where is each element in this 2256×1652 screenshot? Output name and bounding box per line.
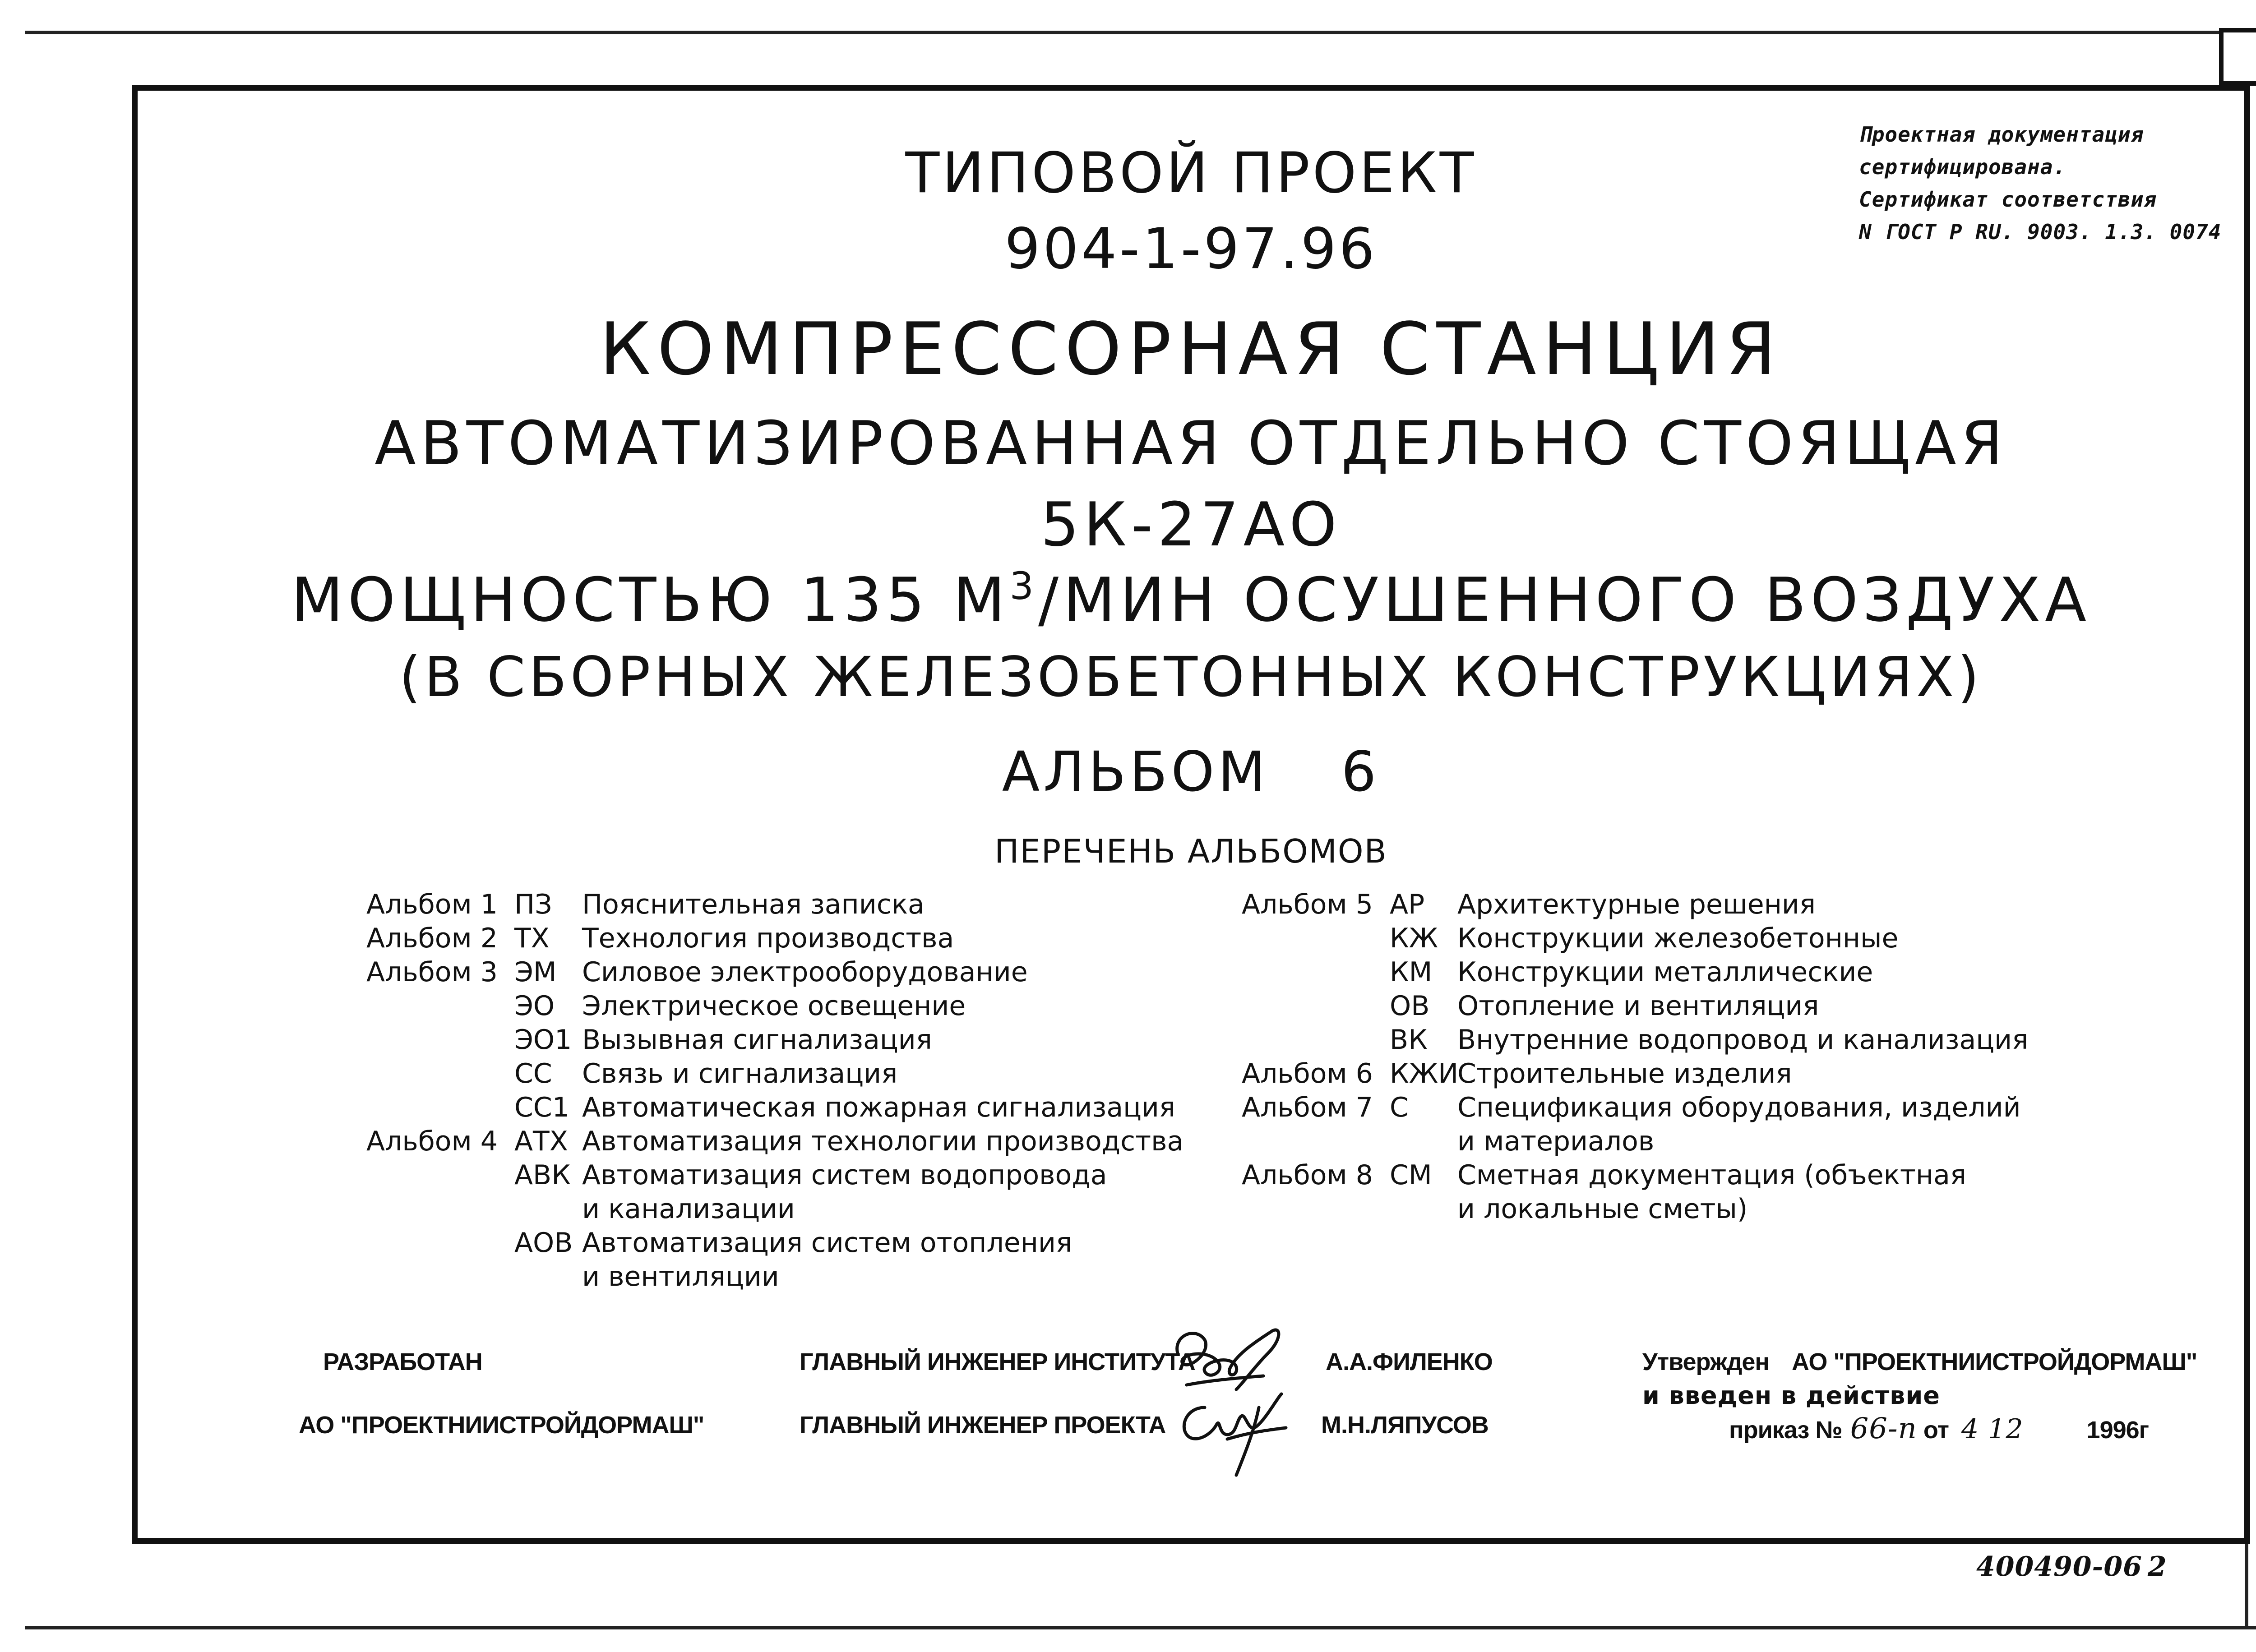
chief-engineer-institute-name: А.А.ФИЛЕНКО: [1326, 1348, 1493, 1375]
album-list-code: ТХ: [514, 923, 550, 954]
album-list-row: [1242, 1192, 2099, 1226]
album-list-code: ЭО1: [514, 1024, 572, 1056]
order-number: 66-п: [1850, 1412, 1917, 1445]
cert-line-4: N ГОСТ Р RU. 9003. 1.3. 0074: [1859, 220, 2222, 244]
album-list-code: ЭМ: [514, 956, 557, 988]
album-list-code: АР: [1390, 889, 1425, 920]
album-list-row: [1242, 1057, 2099, 1091]
album-list-row: [366, 1260, 1224, 1294]
album-list-row: [1242, 1091, 2099, 1125]
order-date: 4 12: [1961, 1413, 2024, 1445]
album-number: 6: [1341, 740, 1380, 804]
album-list-row: [366, 1192, 1224, 1226]
album-list-row: [366, 1023, 1224, 1057]
album-list-row: [366, 888, 1224, 922]
album-list-desc: Спецификация оборудования, изделий: [1457, 1092, 2021, 1123]
capacity-superscript: 3: [1009, 564, 1038, 608]
album-list-code: ЭО: [514, 990, 555, 1022]
album-list-row: [1242, 989, 2099, 1023]
approved-org: АО "ПРОЕКТНИИСТРОЙДОРМАШ": [1792, 1348, 2197, 1375]
album-list-desc: Конструкции металлические: [1457, 956, 1873, 988]
album-list-desc: Вызывная сигнализация: [582, 1024, 932, 1056]
album-list-row: [1242, 1023, 2099, 1057]
album-list-desc: Конструкции железобетонные: [1457, 923, 1899, 954]
album-list-row: [366, 1091, 1224, 1125]
album-list-code: С: [1390, 1092, 1409, 1123]
enacted-line: и введен в действие: [1642, 1381, 1940, 1410]
album-list-album: Альбом 3: [366, 956, 498, 988]
album-list-row: [366, 955, 1224, 989]
album-list-desc: и локальные сметы): [1457, 1193, 1748, 1225]
title-capacity: [132, 564, 2250, 635]
top-border-line: [25, 31, 2220, 34]
cert-line-1: Проектная документация: [1859, 122, 2144, 147]
album-list-code: КЖИ: [1390, 1058, 1459, 1089]
project-number: 904-1-97.96: [1004, 217, 1378, 281]
album-list-code: ОВ: [1390, 990, 1430, 1022]
album-list-row: [366, 1057, 1224, 1091]
albums-list-heading: ПЕРЕЧЕНЬ АЛЬБОМОВ: [994, 832, 1387, 870]
bottom-border-line: [25, 1626, 2256, 1629]
album-list-row: [1242, 888, 2099, 922]
album-list-album: Альбом 6: [1242, 1058, 1373, 1089]
title-line-2: АВТОМАТИЗИРОВАННАЯ ОТДЕЛЬНО СТОЯЩАЯ: [374, 408, 2007, 479]
album-list-album: Альбом 7: [1242, 1092, 1373, 1123]
album-list-desc: Автоматизация систем водопровода: [582, 1159, 1107, 1191]
inventory-number: 400490-06: [1976, 1551, 2142, 1583]
title-main: КОМПРЕССОРНАЯ СТАНЦИЯ: [599, 307, 1783, 391]
album-list-desc: Строительные изделия: [1457, 1058, 1792, 1089]
order-label: приказ №: [1729, 1417, 1842, 1444]
developer-org: АО "ПРОЕКТНИИСТРОЙДОРМАШ": [299, 1412, 704, 1439]
chief-engineer-project-name: М.Н.ЛЯПУСОВ: [1321, 1412, 1489, 1439]
album-list-desc: и канализации: [582, 1193, 795, 1225]
corner-box: [2219, 28, 2256, 86]
title-construction: (В СБОРНЫХ ЖЕЛЕЗОБЕТОННЫХ КОНСТРУКЦИЯХ): [399, 645, 1983, 709]
cert-line-3: Сертификат соответствия: [1859, 187, 2157, 212]
title-code: 5К-27АО: [1040, 489, 1341, 560]
album-list-album: Альбом 5: [1242, 889, 1373, 920]
album-list-row: [366, 922, 1224, 955]
album-list-row: [1242, 1125, 2099, 1158]
cert-line-2: сертифицирована.: [1859, 155, 2066, 179]
chief-engineer-institute-label: ГЛАВНЫЙ ИНЖЕНЕР ИНСТИТУТА: [800, 1348, 1195, 1375]
chief-engineer-project-label: ГЛАВНЫЙ ИНЖЕНЕР ПРОЕКТА: [800, 1412, 1166, 1439]
album-list-desc: и вентиляции: [582, 1261, 779, 1292]
album-list-album: Альбом 8: [1242, 1159, 1373, 1191]
album-list-code: ВК: [1390, 1024, 1428, 1056]
album-list-code: ПЗ: [514, 889, 552, 920]
project-label: ТИПОВОЙ ПРОЕКТ: [905, 141, 1477, 206]
album-list-desc: и материалов: [1457, 1126, 1655, 1157]
album-list-desc: Пояснительная записка: [582, 889, 925, 920]
album-list-code: АОВ: [514, 1227, 573, 1259]
album-list-row: [1242, 1158, 2099, 1192]
order-year: 1996г: [2086, 1417, 2149, 1444]
approved-label: Утвержден: [1642, 1348, 1770, 1375]
album-title: [132, 740, 2250, 804]
signature-lyapusov: [1173, 1389, 1290, 1480]
developed-label: РАЗРАБОТАН: [323, 1348, 482, 1375]
album-list-desc: Автоматизация технологии производства: [582, 1126, 1184, 1157]
album-list-code: КМ: [1390, 956, 1433, 988]
album-list-row: [1242, 922, 2099, 955]
album-list-desc: Сметная документация (объектная: [1457, 1159, 1966, 1191]
album-list-desc: Архитектурные решения: [1457, 889, 1816, 920]
album-list-desc: Внутренние водопровод и канализация: [1457, 1024, 2029, 1056]
album-list-row: [366, 1226, 1224, 1260]
album-list-album: Альбом 2: [366, 923, 498, 954]
albums-list-right: [1242, 888, 2099, 1226]
albums-list-left: [366, 888, 1224, 1294]
order-from: от: [1923, 1417, 1949, 1444]
album-list-desc: Отопление и вентиляция: [1457, 990, 1819, 1022]
album-list-desc: Автоматизация систем отопления: [582, 1227, 1073, 1259]
sheet-number: 2: [2148, 1551, 2167, 1583]
album-list-code: АТХ: [514, 1126, 568, 1157]
album-list-code: СС: [514, 1058, 552, 1089]
album-list-code: СМ: [1390, 1159, 1432, 1191]
capacity-suffix: /МИН ОСУШЕННОГО ВОЗДУХА: [1038, 565, 2091, 635]
album-list-desc: Технология производства: [582, 923, 954, 954]
album-list-row: [366, 989, 1224, 1023]
album-list-row: [366, 1125, 1224, 1158]
capacity-prefix: МОЩНОСТЬЮ 135 М: [291, 565, 1010, 635]
album-list-row: [1242, 955, 2099, 989]
album-list-desc: Автоматическая пожарная сигнализация: [582, 1092, 1176, 1123]
order-line: [1729, 1412, 2149, 1445]
album-list-desc: Электрическое освещение: [582, 990, 966, 1022]
album-list-desc: Связь и сигнализация: [582, 1058, 898, 1089]
album-list-code: СС1: [514, 1092, 569, 1123]
album-list-album: Альбом 1: [366, 889, 498, 920]
album-list-album: Альбом 4: [366, 1126, 498, 1157]
album-list-desc: Силовое электрооборудование: [582, 956, 1028, 988]
album-list-code: КЖ: [1390, 923, 1438, 954]
album-list-code: АВК: [514, 1159, 571, 1191]
album-list-row: [366, 1158, 1224, 1192]
approved-line: [1642, 1348, 2197, 1376]
album-label: АЛЬБОМ: [1002, 740, 1269, 804]
